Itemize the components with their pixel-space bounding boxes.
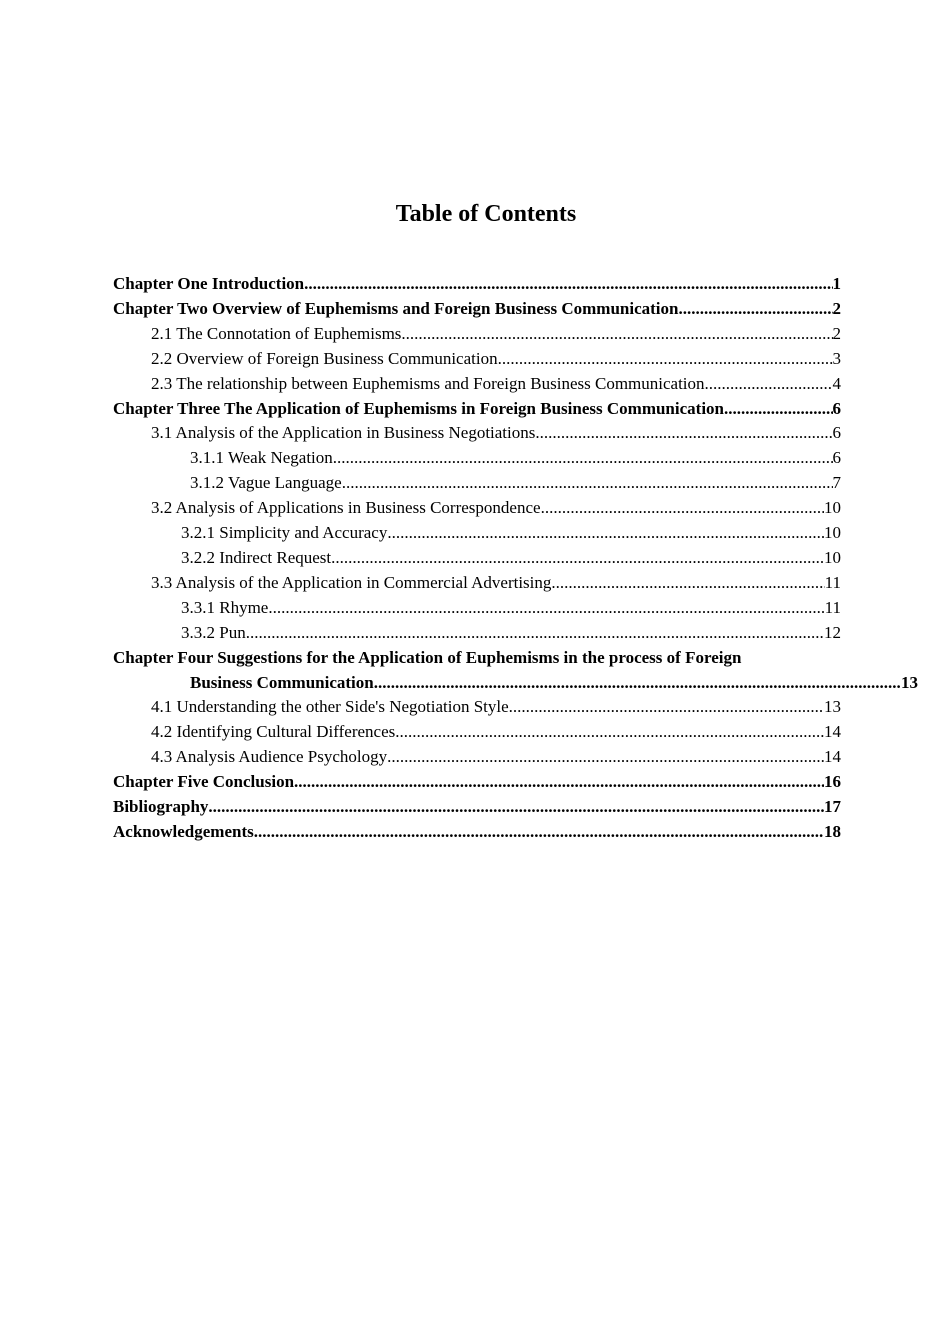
toc-entry-chapter-two[interactable] bbox=[113, 297, 841, 322]
toc-entry-label: 3.3.2 Pun bbox=[181, 622, 246, 642]
toc-page-number: 2 bbox=[832, 298, 841, 318]
toc-page-number: 18 bbox=[824, 821, 841, 841]
toc-page-number: 14 bbox=[824, 722, 841, 742]
toc-page-number: 7 bbox=[832, 473, 841, 493]
toc-page-number: 3 bbox=[832, 348, 841, 368]
toc-entry-label: 4.3 Analysis Audience Psychology bbox=[151, 747, 388, 767]
toc-entry-2-1[interactable] bbox=[113, 322, 841, 347]
toc-list bbox=[113, 272, 918, 845]
toc-entry-label-line2: Business Communication bbox=[190, 672, 374, 692]
dot-leader bbox=[678, 297, 832, 322]
dot-leader bbox=[401, 322, 832, 347]
toc-entry-3-3-1[interactable] bbox=[113, 596, 841, 621]
toc-entry-4-2[interactable] bbox=[113, 720, 841, 745]
toc-page-number: 14 bbox=[824, 747, 841, 767]
dot-leader bbox=[724, 397, 833, 422]
toc-page-number: 12 bbox=[824, 622, 841, 642]
toc-page-number: 11 bbox=[824, 597, 841, 617]
toc-entry-chapter-four[interactable] bbox=[113, 646, 918, 696]
toc-page-number: 6 bbox=[832, 448, 841, 468]
toc-entry-chapter-one[interactable] bbox=[113, 272, 841, 297]
toc-entry-3-1-1[interactable] bbox=[113, 446, 841, 471]
dot-leader bbox=[387, 521, 824, 546]
toc-entry-label: 2.1 The Connotation of Euphemisms bbox=[151, 323, 402, 343]
page-title: Table of Contents bbox=[395, 201, 577, 227]
dot-leader bbox=[342, 471, 833, 496]
toc-entry-chapter-three[interactable] bbox=[113, 397, 841, 422]
dot-leader bbox=[498, 347, 833, 372]
dot-leader bbox=[535, 421, 832, 446]
toc-entry-label: 3.1.1 Weak Negation bbox=[190, 448, 333, 468]
dot-leader bbox=[551, 571, 824, 596]
toc-page-number: 1 bbox=[832, 274, 841, 293]
toc-page-number: 10 bbox=[824, 523, 841, 543]
toc-entry-4-1[interactable] bbox=[113, 695, 841, 720]
toc-entry-3-3[interactable] bbox=[113, 571, 841, 596]
toc-entry-label: 3.3 Analysis of the Application in Commercial Advertising bbox=[151, 572, 552, 592]
dot-leader bbox=[333, 446, 833, 471]
dot-leader bbox=[387, 745, 824, 770]
toc-page-number: 10 bbox=[824, 547, 841, 567]
toc-page-number: 6 bbox=[832, 398, 841, 418]
dot-leader bbox=[705, 372, 833, 397]
toc-page-number: 11 bbox=[824, 572, 841, 592]
toc-entry-label: 3.2.2 Indirect Request bbox=[181, 547, 332, 567]
dot-leader bbox=[246, 621, 824, 646]
toc-page-number: 13 bbox=[901, 672, 918, 692]
toc-entry-4-3[interactable] bbox=[113, 745, 841, 770]
dot-leader bbox=[304, 272, 832, 297]
dot-leader bbox=[509, 695, 824, 720]
toc-entry-2-2[interactable] bbox=[113, 347, 841, 372]
dot-leader bbox=[331, 546, 824, 571]
toc-page-number: 2 bbox=[832, 323, 841, 343]
toc-entry-label: 4.2 Identifying Cultural Differences bbox=[151, 722, 396, 742]
toc-page-number: 10 bbox=[824, 498, 841, 518]
toc-entry-label: Chapter One Introduction bbox=[113, 274, 305, 293]
toc-page-number: 13 bbox=[824, 697, 841, 717]
toc-entry-label: 3.2 Analysis of Applications in Business Correspondence bbox=[151, 498, 541, 518]
toc-entry-label: Chapter Three The Application of Euphemisms in Foreign Business Communication bbox=[113, 398, 724, 418]
dot-leader bbox=[395, 720, 824, 745]
dot-leader bbox=[374, 671, 901, 696]
toc-entry-3-2-2[interactable] bbox=[113, 546, 841, 571]
toc-entry-label: 3.1 Analysis of the Application in Business Negotiations bbox=[151, 423, 536, 443]
dot-leader bbox=[268, 596, 824, 621]
toc-entry-3-2[interactable] bbox=[113, 496, 841, 521]
toc-entry-3-1-2[interactable] bbox=[113, 471, 841, 496]
toc-entry-label: 3.3.1 Rhyme bbox=[181, 597, 269, 617]
dot-leader bbox=[294, 770, 824, 795]
toc-entry-label-line1: Chapter Four Suggestions for the Application of Euphemisms in the process of Foreign bbox=[113, 647, 742, 667]
toc-page-number: 16 bbox=[824, 772, 841, 792]
dot-leader bbox=[208, 795, 824, 820]
toc-entry-label: 3.2.1 Simplicity and Accuracy bbox=[181, 523, 388, 543]
toc-entry-label: Chapter Five Conclusion bbox=[113, 772, 295, 792]
toc-entry-label: 2.2 Overview of Foreign Business Communication bbox=[151, 348, 498, 368]
toc-entry-label: 4.1 Understanding the other Side's Negotiation Style bbox=[151, 697, 509, 717]
toc-entry-bibliography[interactable] bbox=[113, 795, 841, 820]
toc-entry-label: Bibliography bbox=[113, 797, 209, 817]
toc-page-number: 17 bbox=[824, 797, 841, 817]
toc-entry-3-3-2[interactable] bbox=[113, 621, 841, 646]
toc-entry-3-1[interactable] bbox=[113, 421, 841, 446]
toc-page-number: 6 bbox=[832, 423, 841, 443]
toc-entry-chapter-five[interactable] bbox=[113, 770, 841, 795]
toc-entry-acknowledgements[interactable] bbox=[113, 820, 841, 845]
dot-leader bbox=[254, 820, 824, 845]
toc-entry-3-2-1[interactable] bbox=[113, 521, 841, 546]
toc-entry-label: Acknowledgements bbox=[113, 821, 254, 841]
toc-entry-label: Chapter Two Overview of Euphemisms and Foreign Business Communication bbox=[113, 298, 679, 318]
toc-page-number: 4 bbox=[832, 373, 841, 393]
toc-entry-2-3[interactable] bbox=[113, 372, 841, 397]
dot-leader bbox=[541, 496, 824, 521]
toc-entry-label: 3.1.2 Vague Language bbox=[190, 473, 342, 493]
toc-entry-label: 2.3 The relationship between Euphemisms and Foreign Business Communication bbox=[151, 373, 705, 393]
